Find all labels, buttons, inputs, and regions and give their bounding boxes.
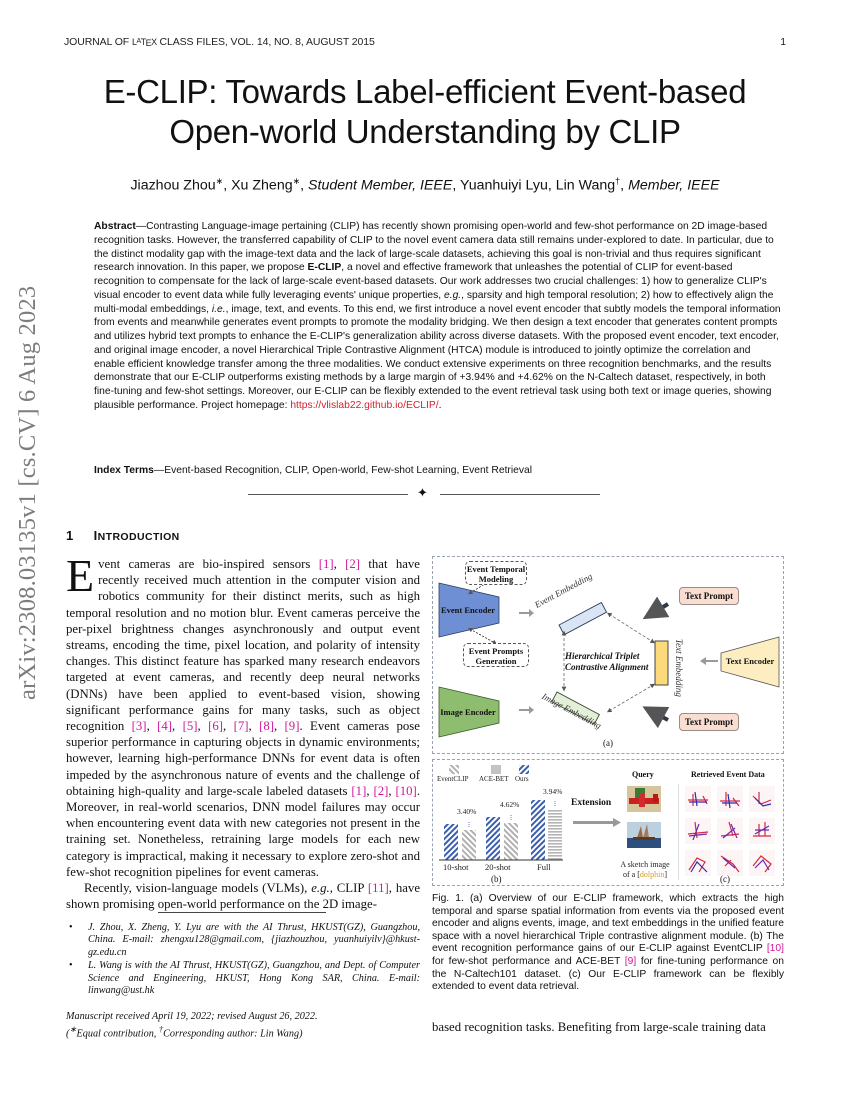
citation-link[interactable]: [7] — [233, 719, 249, 734]
abstract-label: Abstract — [94, 221, 136, 232]
running-head — [64, 36, 786, 50]
method-name: E-CLIP — [307, 262, 342, 274]
corresponding-author-mark: † — [615, 176, 621, 186]
author-role: Student Member, IEEE — [308, 177, 453, 194]
equal-contribution-mark: ∗ — [215, 176, 224, 186]
panel-b-label: (b) — [491, 874, 502, 884]
event-temporal-modeling-box: Event Temporal Modeling — [465, 561, 527, 585]
x-tick-20shot: 20-shot — [485, 862, 511, 872]
citation-link[interactable]: [10] — [395, 783, 417, 798]
drop-cap: E — [66, 550, 95, 601]
x-tick-10shot: 10-shot — [443, 862, 469, 872]
separator-line — [440, 494, 600, 495]
citation-link[interactable]: [1] — [318, 557, 334, 571]
text-embedding-label: Text Embedding — [674, 639, 684, 697]
figure-1 — [432, 556, 784, 886]
retrieved-title: Retrieved Event Data — [691, 770, 765, 779]
author-list: Jiazhou Zhou∗, Xu Zheng∗, Student Member, IEEE, Yuanhuiyi Lyu, Lin Wang†, Member, IEEE — [130, 176, 720, 194]
project-homepage-link[interactable]: https://vlislab22.github.io/ECLIP/ — [290, 399, 439, 411]
title-line-2: Open-world Understanding by CLIP — [169, 113, 681, 150]
image-embedding-label: Image Embedding — [540, 691, 604, 731]
figure-panel-bc — [432, 759, 784, 886]
query-title: Query — [632, 770, 654, 779]
query-divider — [678, 784, 679, 880]
citation-link[interactable]: [3] — [131, 719, 147, 734]
legend-swatch-eventclip — [449, 765, 459, 774]
query-image-ship — [627, 822, 661, 848]
event-encoder: Event Encoder — [440, 605, 496, 615]
section-separator — [248, 486, 600, 502]
abstract: Abstract—Contrasting Language-image pertaining (CLIP) has recently shown promising open-world and few-shot performance on 2D image-based recognition tasks. However, the transferred capability of CLIP to the novel event camera data still remains under-explored to date. In particular, due to the distinct modality gap with the image-text data and the lack of large-scale datasets, achieving this goal is non-trivial and thus requires significant research innovation. In this paper, we propose E-CLIP, a novel and effective framework that unleashes the potential of CLIP for event-based recognition to compensate for the lack of large-scale event-based datasets. Our work addresses two crucial challenges: 1) how to generalize CLIP's visual encoder to event data while fully leveraging events' unique properties, e.g., sparsity and high temporal resolution; 2) how to effectively align the multi-modal embeddings, i.e., image, text, and events. To this end, we first introduce a novel event encoder that subtly models the temporal information from events and meanwhile generates event prompts to promote the modality bridging. We then design a text encoder that generates content prompts and utilizes hybrid text prompts to enhance the E-CLIP's generalization ability across diverse datasets. With the proposed event encoder, text encoder, and original image encoder, a novel Hierarchical Triple Contrastive Alignment (HTCA) module is introduced to jointly optimize the correlation and enable efficient knowledge transfer among the three modalities. We conduct extensive experiments on three recognition benchmarks, and the results demonstrate that our E-CLIP outperforms existing methods by a large margin of +3.94% and +4.62% on the N-Caltech dataset, respectively, in both fine-tuning and few-shot settings. Moreover, our E-CLIP can be flexibly extended to the event retrieval task using both text or image queries, showing plausible performance. Project homepage: https://vlislab22.github.io/ECLIP/. — [94, 221, 781, 411]
journal-info: JOURNAL OF $L^AT_EX$ CLASS FILES, VOL. 14, NO. 8, AUGUST 2015 — [64, 36, 375, 48]
footnote-rule — [158, 912, 326, 913]
event-embedding-label: Event Embedding — [533, 571, 594, 610]
index-terms-list: Event-based Recognition, CLIP, Open-world, Few-shot Learning, Event Retrieval — [164, 465, 533, 476]
paper-title — [60, 72, 790, 152]
citation-link[interactable]: [11] — [367, 881, 389, 896]
x-tick-full: Full — [537, 862, 551, 872]
author-name: Xu Zheng — [231, 177, 293, 194]
citation-link[interactable]: [5] — [182, 719, 198, 734]
affiliation-footnotes — [66, 922, 420, 998]
intro-continued-text: based recognition tasks. Benefiting from large-scale training data — [432, 1020, 766, 1034]
title-line-1: E-CLIP: Towards Label-efficient Event-based — [103, 73, 747, 110]
figure-panel-a — [432, 556, 784, 754]
htca-label: Hierarchical Triplet Contrastive Alignment — [565, 651, 649, 672]
footnote-item: • L. Wang is with the AI Thrust, HKUST(GZ), Guangzhou, and Dept. of Computer Science and Engineering, HKUST, Hong Kong SAR, China. E-mail: linwang@ust.hk — [66, 960, 420, 997]
author-name: Yuanhuiyi Lyu — [460, 177, 548, 194]
legend-eventclip: EventCLIP — [437, 775, 469, 783]
manuscript-dates: Manuscript received April 19, 2022; revised August 26, 2022. — [66, 1011, 318, 1022]
extension-arrow-icon — [573, 818, 623, 828]
page-number: 1 — [780, 36, 786, 48]
index-terms-label: Index Terms — [94, 465, 154, 476]
text-prompt-top: Text Prompt — [679, 587, 739, 605]
gain-label-10shot: 3.40% — [457, 807, 477, 816]
diamond-icon: ✦ — [417, 486, 428, 501]
citation-link[interactable]: [2] — [345, 557, 361, 571]
intro-paragraph-1: Event cameras are bio-inspired sensors [1], [2] that have recently received much attention in the computer vision and robotics community for their distinct merits, such as high temporal resolution and no motion blur. Event cameras perceive the per-pixel brightness changes asynchronously and output event streams, encoding the time, pixel location, and polarity of intensity changes. This distinct feature has sparked many research endeavors targeted at event cameras, and recently deep neural networks (DNNs) have been applied to event-based vision, showing significant performance gains for many tasks, such as object recognition [3], [4], [5], [6], [7], [8], [9]. Event cameras pose superior performance in capturing objects in dynamic environments; however, learning high-performance DNNs for event data is often impeded by the asynchronous nature of events and the challenge of obtaining high-quality and large-scale labeled datasets [1], [2], [10]. Moreover, in real-world scenarios, DNN model failures may occur when encountering event data with new categories not present in the training set. Nonetheless, retraining large models for each new category is impractical, making it necessary to explore zero-shot and few-shot recognition pipelines for event cameras. — [66, 550, 421, 879]
text-encoder: Text Encoder — [725, 656, 775, 666]
citation-link[interactable]: [10] — [766, 943, 784, 955]
legend-ours: Ours — [515, 775, 529, 783]
separator-line — [248, 494, 408, 495]
index-terms: Index Terms—Event-based Recognition, CLIP, Open-world, Few-shot Learning, Event Retrieval — [94, 465, 533, 476]
section-heading-introduction: 1 INTRODUCTION — [66, 528, 180, 543]
panel-a-label: (a) — [603, 738, 613, 748]
contribution-note: (∗Equal contribution, †Corresponding author: Lin Wang) — [66, 1024, 303, 1040]
image-encoder: Image Encoder — [440, 707, 496, 717]
citation-link[interactable]: [9] — [624, 955, 637, 967]
text-prompt-bottom: Text Prompt — [679, 713, 739, 731]
intro-paragraph-2: Recently, vision-language models (VLMs), e.g., CLIP [11], have shown promising open-world performance on the 2D image- — [66, 881, 420, 912]
gain-label-20shot: 4.62% — [500, 800, 520, 809]
author-name: Jiazhou Zhou — [130, 177, 216, 194]
citation-link[interactable]: [9] — [284, 719, 300, 734]
legend-swatch-acebet — [491, 765, 501, 774]
author-role: Member, IEEE — [628, 177, 720, 194]
intro-body — [66, 550, 421, 912]
latex-logo: $L^AT_EX$ — [131, 37, 157, 48]
author-name: Lin Wang — [555, 177, 616, 194]
gain-label-full: 3.94% — [543, 787, 563, 796]
query-image-airplane — [627, 786, 661, 812]
figure-1-caption: Fig. 1. (a) Overview of our E-CLIP framework, which extracts the high temporal and sparse spatial information from events via the proposed event encoder and aligns events, image, and text embeddings in the unified feature space with a novel hierarchical Triple contrastive alignment module. (b) The event recognition performance gains of our E-CLIP against EventCLIP [10] for few-shot performance and ACE-BET [9] for fine-tuning performance on the N-Caltech101 dataset. (c) Our E-CLIP framework can be flexibly extended to event data retrieval. — [432, 893, 784, 993]
extension-label: Extension — [571, 798, 612, 808]
event-prompts-generation-box: Event Prompts Generation — [463, 643, 529, 667]
footnote-item: • J. Zhou, X. Zheng, Y. Lyu are with the AI Thrust, HKUST(GZ), Guangzhou, China. E-mail: zhengxu128@gmail.com, {jiazhouzhou, yuanhuiyilv}@hkust-gz.edu.cn — [66, 922, 420, 959]
legend-swatch-ours — [519, 765, 529, 774]
retrieved-event-grid — [683, 784, 779, 880]
arxiv-stamp: arXiv:2308.03135v1 [cs.CV] 6 Aug 2023 — [14, 285, 41, 700]
citation-link[interactable]: [6] — [208, 719, 224, 734]
citation-link[interactable]: [8] — [259, 719, 274, 734]
panel-c-label: (c) — [720, 874, 730, 884]
manuscript-info — [66, 1011, 420, 1041]
sketch-query-text: A sketch image of a [dolphin] — [620, 860, 670, 879]
citation-link[interactable]: [1] — [351, 783, 367, 798]
legend-acebet: ACE-BET — [479, 775, 509, 783]
citation-link[interactable]: [2] — [373, 783, 389, 798]
equal-contribution-mark: ∗ — [292, 176, 301, 186]
citation-link[interactable]: [4] — [157, 719, 173, 734]
